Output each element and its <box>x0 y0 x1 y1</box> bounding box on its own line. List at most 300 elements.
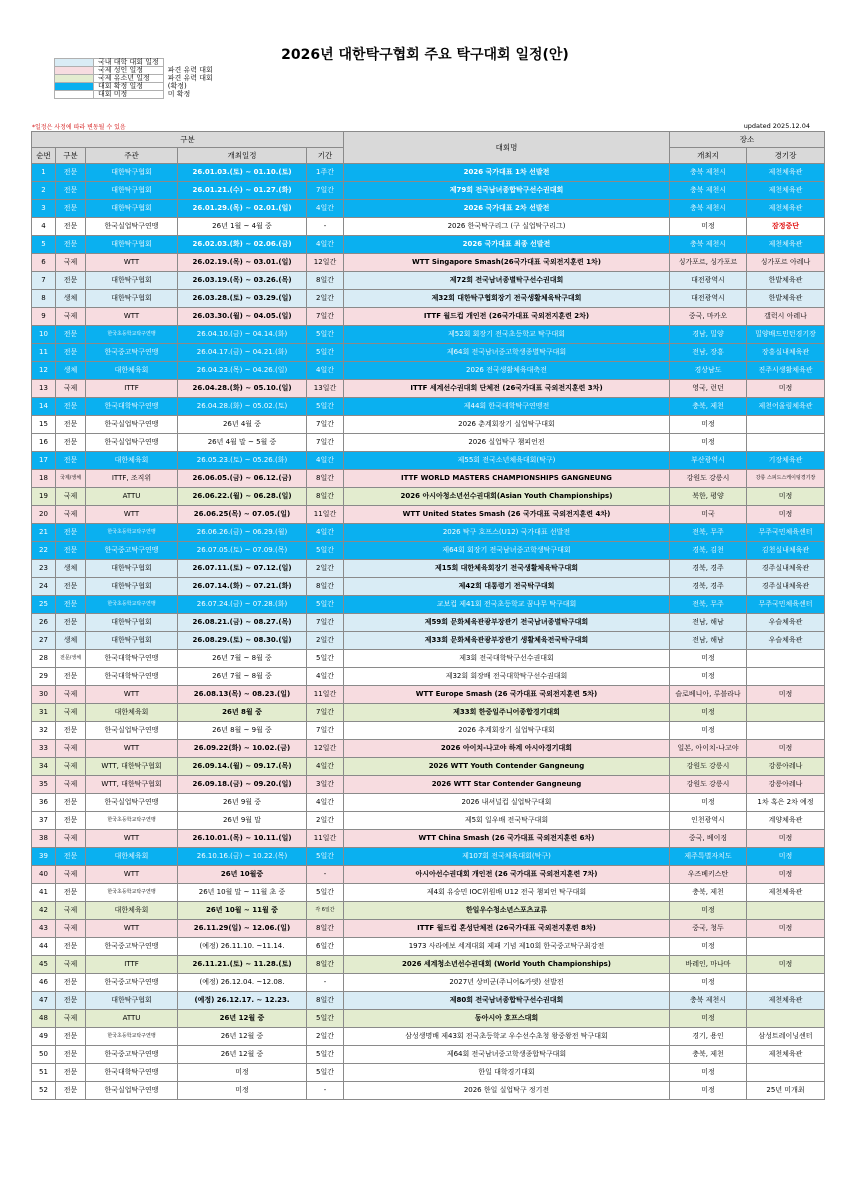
legend-label: 국내 대학 대회 일정 <box>94 59 164 67</box>
cell-city: 중국, 청두 <box>670 920 747 938</box>
cell-type: 국제 <box>56 758 86 776</box>
table-row <box>32 290 825 308</box>
cell-city: 중국, 마카오 <box>670 308 747 326</box>
cell-event: 2026 세계청소년선수권대회 (World Youth Championships) <box>344 956 670 974</box>
cell-type: 생체 <box>56 362 86 380</box>
cell-period: 4일간 <box>307 200 344 218</box>
cell-period: 7일간 <box>307 434 344 452</box>
cell-type: 국제 <box>56 830 86 848</box>
cell-type: 생체 <box>56 560 86 578</box>
cell-period: 11일간 <box>307 686 344 704</box>
cell-period: 5일간 <box>307 344 344 362</box>
cell-event: ITTF 월드컵 혼성단체전 (26국가대표 국외전지훈련 8차) <box>344 920 670 938</box>
cell-no: 19 <box>32 488 56 506</box>
legend-swatch <box>55 75 94 83</box>
cell-type: 전문 <box>56 326 86 344</box>
cell-arena: 삼성트레이닝센터 <box>747 1028 825 1046</box>
cell-host: 대한탁구협회 <box>86 992 178 1010</box>
header-arena: 경기장 <box>747 148 825 164</box>
legend-extra: 미 확정 <box>167 90 191 98</box>
cell-city: 경기, 용인 <box>670 1028 747 1046</box>
cell-event: 제32회 회장배 전국대학탁구선수권대회 <box>344 668 670 686</box>
cell-type: 전문 <box>56 200 86 218</box>
cell-city: 미정 <box>670 704 747 722</box>
cell-type: 국제/생체 <box>56 470 86 488</box>
cell-type: 국제 <box>56 488 86 506</box>
cell-type: 전문 <box>56 992 86 1010</box>
cell-event: 2027년 상비군(주니어&카뎃) 선발전 <box>344 974 670 992</box>
cell-type: 전문 <box>56 884 86 902</box>
cell-no: 1 <box>32 164 56 182</box>
cell-arena: 한밭체육관 <box>747 290 825 308</box>
cell-host: 대한체육회 <box>86 902 178 920</box>
cell-type: 국제 <box>56 776 86 794</box>
cell-no: 35 <box>32 776 56 794</box>
cell-arena: 우슬체육관 <box>747 632 825 650</box>
cell-arena: 제천어울림체육관 <box>747 398 825 416</box>
cell-no: 4 <box>32 218 56 236</box>
header-venue: 장소 <box>670 132 825 148</box>
cell-dates: 26.05.23.(토) ~ 05.26.(화) <box>178 452 307 470</box>
cell-period: 4일간 <box>307 236 344 254</box>
table-row <box>32 434 825 452</box>
cell-event: 2026 국가대표 2차 선발전 <box>344 200 670 218</box>
cell-dates: (예정) 26.12.04. ~12.08. <box>178 974 307 992</box>
cell-period: 5일간 <box>307 596 344 614</box>
cell-city: 충북 제천시 <box>670 200 747 218</box>
cell-city: 강원도 강릉시 <box>670 776 747 794</box>
cell-arena: 제천체육관 <box>747 236 825 254</box>
legend-row <box>55 83 243 91</box>
cell-dates: 26.10.01.(목) ~ 10.11.(일) <box>178 830 307 848</box>
cell-type: 국제 <box>56 866 86 884</box>
cell-dates: 26.03.30.(월) ~ 04.05.(일) <box>178 308 307 326</box>
cell-arena: 계양체육관 <box>747 812 825 830</box>
cell-city: 우즈베키스탄 <box>670 866 747 884</box>
cell-arena: 미정 <box>747 380 825 398</box>
cell-no: 25 <box>32 596 56 614</box>
cell-city: 미정 <box>670 434 747 452</box>
legend-label: 대회 확정 일정 <box>94 83 164 91</box>
cell-city: 미정 <box>670 902 747 920</box>
cell-dates: 26.04.17.(금) ~ 04.21.(화) <box>178 344 307 362</box>
header-city: 개최지 <box>670 148 747 164</box>
legend-label: 대회 미정 <box>94 91 164 99</box>
cell-host: 대한탁구협회 <box>86 290 178 308</box>
cell-city: 전남, 해남 <box>670 614 747 632</box>
cell-type: 전문 <box>56 434 86 452</box>
cell-arena: 제천체육관 <box>747 164 825 182</box>
cell-no: 44 <box>32 938 56 956</box>
cell-type: 전문 <box>56 1082 86 1100</box>
table-row <box>32 812 825 830</box>
cell-dates: 미정 <box>178 1082 307 1100</box>
cell-no: 39 <box>32 848 56 866</box>
cell-event: 2026 춘계회장기 실업탁구대회 <box>344 416 670 434</box>
cell-dates: (예정) 26.12.17. ~ 12.23. <box>178 992 307 1010</box>
table-row <box>32 236 825 254</box>
cell-city: 미정 <box>670 722 747 740</box>
cell-event: 한일우수청소년스포츠교류 <box>344 902 670 920</box>
cell-period: 5일간 <box>307 1064 344 1082</box>
cell-type: 전문 <box>56 848 86 866</box>
cell-host: 한국실업탁구연맹 <box>86 416 178 434</box>
cell-no: 32 <box>32 722 56 740</box>
cell-city: 충북 제천시 <box>670 992 747 1010</box>
cell-period: - <box>307 974 344 992</box>
cell-no: 36 <box>32 794 56 812</box>
cell-city: 경북, 김천 <box>670 542 747 560</box>
cell-host: 대한탁구협회 <box>86 578 178 596</box>
cell-event: 2026 한일 실업탁구 정기전 <box>344 1082 670 1100</box>
cell-period: 7일간 <box>307 704 344 722</box>
table-row <box>32 398 825 416</box>
cell-host: WTT <box>86 686 178 704</box>
cell-dates: 26.03.28.(토) ~ 03.29.(일) <box>178 290 307 308</box>
cell-period: 12일간 <box>307 740 344 758</box>
legend-swatch <box>55 59 94 67</box>
cell-arena: 경주실내체육관 <box>747 578 825 596</box>
table-row <box>32 1010 825 1028</box>
legend-extra: 파견 유력 대회 <box>167 66 213 74</box>
legend-extra: 파견 유력 대회 <box>167 74 213 82</box>
cell-period: 2일간 <box>307 560 344 578</box>
table-row <box>32 308 825 326</box>
cell-dates: 26.06.22.(월) ~ 06.28.(일) <box>178 488 307 506</box>
cell-city: 충북 제천시 <box>670 164 747 182</box>
cell-period: 5일간 <box>307 848 344 866</box>
cell-city: 강원도 강릉시 <box>670 758 747 776</box>
cell-city: 충북 제천시 <box>670 182 747 200</box>
cell-arena: 미정 <box>747 686 825 704</box>
table-row <box>32 506 825 524</box>
cell-period: 5일간 <box>307 650 344 668</box>
cell-period: 5일간 <box>307 326 344 344</box>
legend-swatch <box>55 91 94 99</box>
cell-host: WTT <box>86 830 178 848</box>
table-row <box>32 902 825 920</box>
cell-arena: 갤럭시 아레나 <box>747 308 825 326</box>
cell-type: 전문 <box>56 416 86 434</box>
cell-dates: 26년 4월 중 <box>178 416 307 434</box>
cell-dates: 26.04.10.(금) ~ 04.14.(화) <box>178 326 307 344</box>
cell-type: 전문 <box>56 614 86 632</box>
table-row <box>32 470 825 488</box>
table-row <box>32 578 825 596</box>
cell-arena: 제천체육관 <box>747 200 825 218</box>
cell-no: 31 <box>32 704 56 722</box>
cell-no: 34 <box>32 758 56 776</box>
cell-arena <box>747 434 825 452</box>
cell-event: 제64회 전국남녀중고학생종별탁구대회 <box>344 344 670 362</box>
cell-city: 경북, 경주 <box>670 578 747 596</box>
cell-arena: 미정 <box>747 740 825 758</box>
cell-host: 한국대학탁구연맹 <box>86 650 178 668</box>
cell-city: 전북, 무주 <box>670 596 747 614</box>
cell-no: 29 <box>32 668 56 686</box>
table-row <box>32 542 825 560</box>
cell-host: 대한탁구협회 <box>86 632 178 650</box>
cell-dates: 26년 7월 ~ 8월 중 <box>178 668 307 686</box>
cell-event: 2026 전국생활체육대축전 <box>344 362 670 380</box>
cell-period: 7일간 <box>307 182 344 200</box>
cell-dates: 26년 9월 말 <box>178 812 307 830</box>
cell-dates: 26년 8월 중 <box>178 704 307 722</box>
cell-arena: 강릉아레나 <box>747 758 825 776</box>
cell-type: 국제 <box>56 1010 86 1028</box>
cell-host: 한국중고탁구연맹 <box>86 974 178 992</box>
cell-type: 전문 <box>56 668 86 686</box>
cell-event: 제64회 전국남녀중고학생종합탁구대회 <box>344 1046 670 1064</box>
cell-host: 한국실업탁구연맹 <box>86 1082 178 1100</box>
cell-event: 제3회 전국대학탁구선수권대회 <box>344 650 670 668</box>
cell-no: 28 <box>32 650 56 668</box>
schedule-note: *일정은 사정에 따라 변동될 수 있음 <box>32 124 126 131</box>
table-row <box>32 992 825 1010</box>
cell-no: 52 <box>32 1082 56 1100</box>
cell-no: 24 <box>32 578 56 596</box>
cell-dates: 26.06.25(목) ~ 07.05.(일) <box>178 506 307 524</box>
cell-no: 41 <box>32 884 56 902</box>
cell-city: 일본, 아이치-나고야 <box>670 740 747 758</box>
cell-city: 충북, 제천 <box>670 398 747 416</box>
table-row <box>32 272 825 290</box>
cell-type: 국제 <box>56 254 86 272</box>
cell-dates: 26.09.22(화) ~ 10.02.(금) <box>178 740 307 758</box>
cell-no: 16 <box>32 434 56 452</box>
cell-arena <box>747 668 825 686</box>
legend-swatch <box>55 83 94 91</box>
cell-host: 대한탁구협회 <box>86 200 178 218</box>
header-host: 주관 <box>86 148 178 164</box>
cell-city: 미정 <box>670 1064 747 1082</box>
table-row <box>32 722 825 740</box>
cell-host: 한국대학탁구연맹 <box>86 668 178 686</box>
cell-host: 한국실업탁구연맹 <box>86 218 178 236</box>
cell-no: 46 <box>32 974 56 992</box>
cell-period: 11일간 <box>307 506 344 524</box>
table-row <box>32 218 825 236</box>
cell-type: 국제 <box>56 740 86 758</box>
cell-no: 9 <box>32 308 56 326</box>
cell-host: 대한체육회 <box>86 452 178 470</box>
cell-arena <box>747 416 825 434</box>
cell-no: 22 <box>32 542 56 560</box>
cell-arena: 진주시생활체육관 <box>747 362 825 380</box>
cell-arena: 미정 <box>747 848 825 866</box>
cell-event: 제42회 대통령기 전국탁구대회 <box>344 578 670 596</box>
cell-type: 전문 <box>56 344 86 362</box>
legend-row <box>55 91 243 99</box>
cell-arena: 미정 <box>747 488 825 506</box>
cell-host: WTT, 대한탁구협회 <box>86 776 178 794</box>
cell-arena: 장흥실내체육관 <box>747 344 825 362</box>
table-row <box>32 362 825 380</box>
cell-no: 17 <box>32 452 56 470</box>
cell-city: 인천광역시 <box>670 812 747 830</box>
cell-event: 제32회 대한탁구협회장기 전국생활체육탁구대회 <box>344 290 670 308</box>
table-row <box>32 1064 825 1082</box>
cell-type: 전문 <box>56 236 86 254</box>
cell-dates: 26년 10월 말 ~ 11월 초 중 <box>178 884 307 902</box>
cell-event: ITTF 세계선수권대회 단체전 (26국가대표 국외전지훈련 3차) <box>344 380 670 398</box>
cell-host: WTT <box>86 920 178 938</box>
cell-city: 전남, 장흥 <box>670 344 747 362</box>
legend-row <box>55 59 243 67</box>
cell-dates: 26년 4월 말 ~ 5월 중 <box>178 434 307 452</box>
cell-arena: 제천체육관 <box>747 992 825 1010</box>
cell-host: 한국실업탁구연맹 <box>86 434 178 452</box>
cell-event: 2026 국가대표 최종 선발전 <box>344 236 670 254</box>
cell-period: 각 6일간 <box>307 902 344 920</box>
cell-city: 미정 <box>670 974 747 992</box>
cell-period: 8일간 <box>307 920 344 938</box>
cell-period: 4일간 <box>307 794 344 812</box>
cell-event: 2026 WTT Star Contender Gangneung <box>344 776 670 794</box>
cell-dates: 26.07.14.(화) ~ 07.21.(화) <box>178 578 307 596</box>
cell-city: 바레인, 마나마 <box>670 956 747 974</box>
cell-period: 2일간 <box>307 290 344 308</box>
cell-type: 전문 <box>56 524 86 542</box>
cell-no: 23 <box>32 560 56 578</box>
cell-type: 국제 <box>56 380 86 398</box>
cell-dates: 26년 7월 ~ 8월 중 <box>178 650 307 668</box>
cell-host: 한국초등학교탁구연맹 <box>86 524 178 542</box>
cell-type: 전문 <box>56 164 86 182</box>
cell-period: 4일간 <box>307 452 344 470</box>
cell-type: 국제 <box>56 920 86 938</box>
cell-city: 경상남도 <box>670 362 747 380</box>
cell-dates: 26.07.05.(토) ~ 07.09.(목) <box>178 542 307 560</box>
cell-type: 전문 <box>56 722 86 740</box>
header-period: 기간 <box>307 148 344 164</box>
cell-dates: 26년 12월 중 <box>178 1010 307 1028</box>
cell-dates: 26.06.05.(금) ~ 06.12.(금) <box>178 470 307 488</box>
cell-type: 생체 <box>56 290 86 308</box>
cell-host: WTT <box>86 308 178 326</box>
cell-arena: 제천체육관 <box>747 884 825 902</box>
cell-event: 1973 사라에보 세계대회 제패 기념 제10회 한국중고탁구최강전 <box>344 938 670 956</box>
table-row <box>32 686 825 704</box>
cell-arena: 우슬체육관 <box>747 614 825 632</box>
cell-dates: 26.03.19.(목) ~ 03.26.(목) <box>178 272 307 290</box>
cell-city: 미정 <box>670 668 747 686</box>
table-row <box>32 668 825 686</box>
legend-extra: (확정) <box>167 82 187 90</box>
cell-event: ITTF 월드컵 개인전 (26국가대표 국외전지훈련 2차) <box>344 308 670 326</box>
cell-city: 충북, 제천 <box>670 1046 747 1064</box>
cell-host: 대한체육회 <box>86 704 178 722</box>
cell-arena: 미정 <box>747 920 825 938</box>
page-title: 2026년 대한탁구협회 주요 탁구대회 일정(안) <box>281 47 569 63</box>
cell-no: 51 <box>32 1064 56 1082</box>
cell-no: 5 <box>32 236 56 254</box>
cell-city: 미국 <box>670 506 747 524</box>
cell-city: 미정 <box>670 416 747 434</box>
cell-period: 13일간 <box>307 380 344 398</box>
cell-arena <box>747 938 825 956</box>
cell-no: 45 <box>32 956 56 974</box>
cell-dates: 26.09.14.(월) ~ 09.17.(목) <box>178 758 307 776</box>
cell-no: 47 <box>32 992 56 1010</box>
cell-city: 미정 <box>670 794 747 812</box>
cell-arena: 기장체육관 <box>747 452 825 470</box>
table-row <box>32 614 825 632</box>
cell-host: WTT <box>86 866 178 884</box>
cell-event: WTT Europe Smash (26 국가대표 국외전지훈련 5차) <box>344 686 670 704</box>
cell-dates: 26.11.29(일) ~ 12.06.(일) <box>178 920 307 938</box>
table-row <box>32 704 825 722</box>
cell-period: 5일간 <box>307 542 344 560</box>
cell-no: 37 <box>32 812 56 830</box>
cell-city: 대전광역시 <box>670 272 747 290</box>
cell-city: 강원도 강릉시 <box>670 470 747 488</box>
cell-event: 제4회 유승민 IOC위원배 U12 전국 챔피언 탁구대회 <box>344 884 670 902</box>
table-row <box>32 1046 825 1064</box>
table-row <box>32 956 825 974</box>
cell-period: 4일간 <box>307 362 344 380</box>
cell-period: - <box>307 218 344 236</box>
cell-event: 제72회 전국남녀종별탁구선수권대회 <box>344 272 670 290</box>
cell-host: WTT <box>86 254 178 272</box>
table-row <box>32 596 825 614</box>
cell-dates: 26.01.21.(수) ~ 01.27.(화) <box>178 182 307 200</box>
cell-dates: 26년 10월 ~ 11월 중 <box>178 902 307 920</box>
cell-period: 5일간 <box>307 398 344 416</box>
cell-arena: 잠정중단 <box>747 218 825 236</box>
cell-no: 11 <box>32 344 56 362</box>
table-row <box>32 848 825 866</box>
cell-no: 6 <box>32 254 56 272</box>
cell-dates: 26.07.11.(토) ~ 07.12.(일) <box>178 560 307 578</box>
cell-city: 미정 <box>670 218 747 236</box>
cell-period: 7일간 <box>307 308 344 326</box>
cell-type: 전문 <box>56 218 86 236</box>
cell-period: 11일간 <box>307 830 344 848</box>
cell-no: 8 <box>32 290 56 308</box>
table-row <box>32 416 825 434</box>
cell-event: 제80회 전국남녀종합탁구선수권대회 <box>344 992 670 1010</box>
cell-city: 전북, 무주 <box>670 524 747 542</box>
cell-arena <box>747 1010 825 1028</box>
cell-no: 21 <box>32 524 56 542</box>
cell-event: 제64회 회장기 전국남녀중고학생탁구대회 <box>344 542 670 560</box>
cell-host: WTT <box>86 740 178 758</box>
table-row <box>32 164 825 182</box>
cell-no: 33 <box>32 740 56 758</box>
cell-no: 50 <box>32 1046 56 1064</box>
legend-row <box>55 75 243 83</box>
cell-host: ATTU <box>86 488 178 506</box>
cell-event: 2026 실업탁구 챔피언전 <box>344 434 670 452</box>
cell-period: 2일간 <box>307 632 344 650</box>
schedule-table <box>31 131 825 1100</box>
cell-type: 전문 <box>56 542 86 560</box>
cell-dates: 26.08.13(목) ~ 08.23.(일) <box>178 686 307 704</box>
cell-type: 국제 <box>56 902 86 920</box>
cell-event: 제52회 회장기 전국초등학교 탁구대회 <box>344 326 670 344</box>
cell-no: 40 <box>32 866 56 884</box>
cell-host: 대한탁구협회 <box>86 164 178 182</box>
table-row <box>32 1082 825 1100</box>
cell-no: 2 <box>32 182 56 200</box>
cell-dates: 26.10.16.(금) ~ 10.22.(목) <box>178 848 307 866</box>
cell-event: ITTF WORLD MASTERS CHAMPIONSHIPS GANGNEUNG <box>344 470 670 488</box>
cell-event: 제59회 문화체육관광부장관기 전국남녀종별탁구대회 <box>344 614 670 632</box>
header-event: 대회명 <box>344 132 670 164</box>
cell-city: 싱가포르, 싱가포르 <box>670 254 747 272</box>
cell-no: 48 <box>32 1010 56 1028</box>
